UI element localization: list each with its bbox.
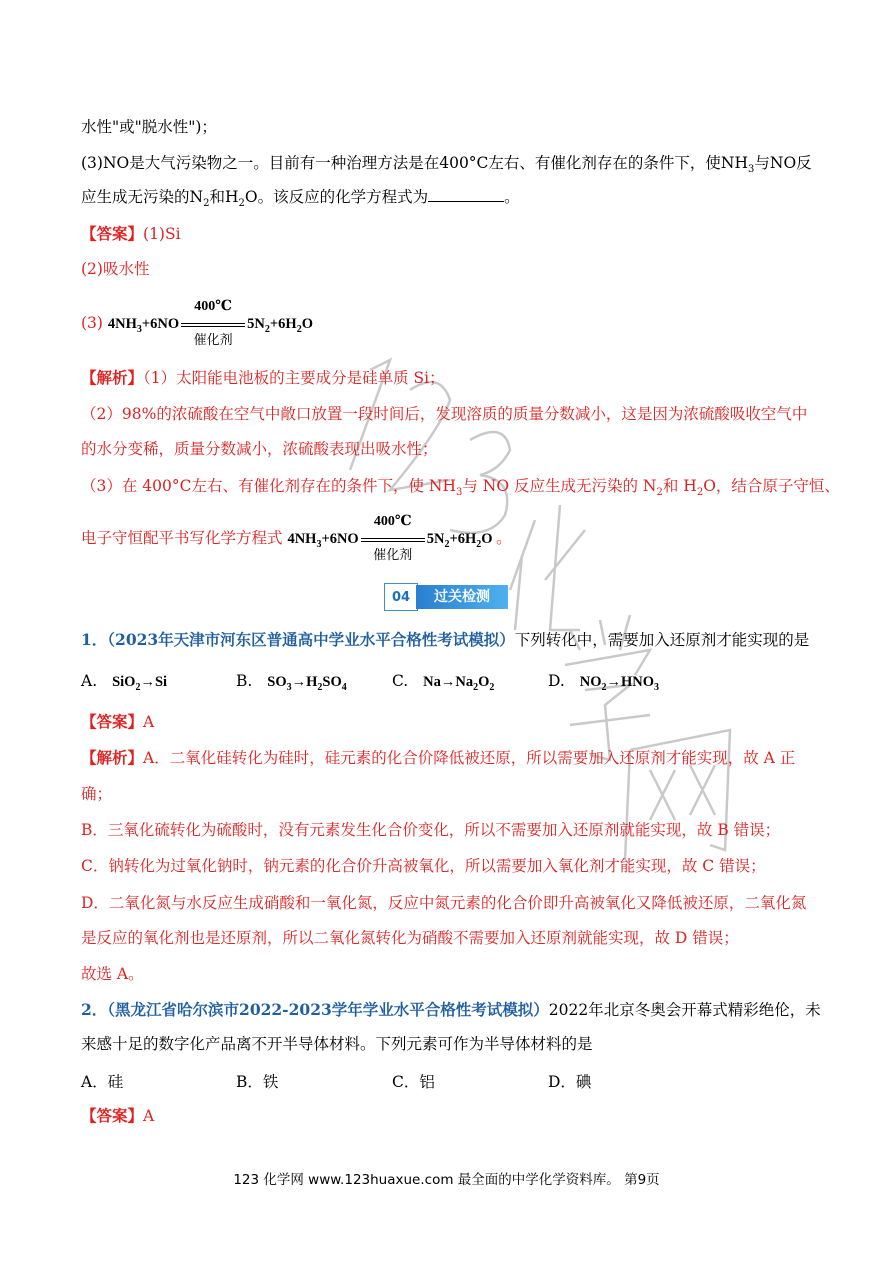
question-number: 2．: [81, 1000, 108, 1019]
subscript: 2: [317, 682, 323, 693]
analysis-text: （1）太阳能电池板的主要成分是硅单质 Si；: [143, 369, 445, 387]
condition-catalyst: 催化剂: [193, 332, 233, 348]
analysis-text: D．二氧化氮与水反应生成硝酸和一氧化氮，反应中氮元素的化合价即升高被氧化又降低被还原，二氧化氮: [81, 894, 807, 912]
option-formula: [579, 674, 660, 693]
eq-part: O: [481, 531, 493, 547]
chemical-equation: [107, 298, 313, 348]
question-1-analysis-2: [81, 820, 833, 840]
subscript: 3: [316, 539, 322, 550]
eq-part: 4NH: [107, 316, 137, 332]
answer-tag: 【答案】: [81, 712, 144, 731]
question-source: （黑龙江省哈尔滨市2022-2023学年学业水平合格性考试模拟）: [107, 1000, 549, 1019]
subscript: 2: [444, 539, 450, 550]
subscript: 2: [203, 198, 210, 209]
formula-part: SiO: [112, 674, 136, 690]
analysis-tag: 【解析】: [81, 748, 144, 767]
eq-part: 4NH: [287, 531, 317, 547]
text-segment: 与 NO 反应生成无污染的 N: [462, 477, 657, 495]
q-continuation: [81, 117, 833, 137]
condition-temperature: 400℃: [373, 513, 412, 529]
text-segment: 和H: [209, 188, 239, 206]
subscript: 2: [296, 324, 302, 335]
formula-part: →H: [291, 674, 318, 690]
option-label: C.: [392, 672, 409, 690]
text-line: 水性"或"脱水性")；: [81, 118, 217, 136]
option-d: [548, 672, 659, 691]
answer-blank: [428, 187, 504, 202]
q2-option-a: A．硅: [81, 1073, 124, 1091]
analysis-text: 的水分变稀，质量分数减小，浓硫酸表现出吸水性；: [81, 440, 438, 458]
text-segment: 。: [504, 188, 520, 206]
formula-part: SO: [267, 674, 287, 690]
answer-tag: 【答案】: [81, 1106, 144, 1125]
answer-text: A: [143, 1107, 155, 1125]
text-segment: 应生成无污染的N: [81, 188, 204, 206]
section-title: 过关检测: [416, 585, 508, 609]
analysis-text: A．二氧化硅转化为硅时，硅元素的化合价降低被还原，所以需要加入还原剂才能实现，故 A 正: [143, 749, 796, 767]
option-a: [81, 672, 167, 691]
eq-part: +6H: [269, 316, 297, 332]
subscript: 2: [656, 487, 663, 498]
option-label: B.: [236, 672, 253, 690]
text-segment: （3）在 400°C左右、有催化剂存在的条件下，使 NH: [81, 477, 456, 495]
answer-line2: [81, 259, 833, 279]
question-text: 来感十足的数字化产品离不开半导体材料。下列元素可作为半导体材料的是: [81, 1035, 593, 1053]
answer-text: (2)吸水性: [81, 260, 150, 278]
formula-part: →HNO: [606, 674, 655, 690]
reaction-condition: [361, 513, 425, 563]
question-2-stem: [81, 1000, 833, 1020]
question-2-stem-2: [81, 1034, 833, 1054]
chemical-equation: [287, 513, 496, 563]
analysis-line4: [81, 476, 840, 499]
question-1-analysis-4: [81, 893, 833, 913]
text-segment: O。该反应的化学方程式为: [244, 188, 429, 206]
subscript: 2: [238, 198, 245, 209]
analysis-text: 是反应的氧化剂也是还原剂，所以二氧化氮转化为硝酸不需要加入还原剂就能实现，故 D 错误；: [81, 929, 739, 947]
text-segment: (3)NO是大气污染物之一。目前有一种治理方法是在400°C左右、有催化剂存在的条件下，使NH: [81, 154, 749, 172]
subscript: 2: [476, 539, 482, 550]
option-formula: [267, 674, 347, 693]
condition-catalyst: 催化剂: [373, 547, 413, 563]
analysis-text: （2）98%的浓硫酸在空气中敞口放置一段时间后，发现溶质的质量分数减小，这是因为浓硫酸吸收空气中: [81, 405, 808, 423]
subscript: 3: [136, 324, 142, 335]
eq-part: 5N: [426, 531, 445, 547]
analysis-line1: [81, 368, 833, 388]
q2-option-c: C．铝: [392, 1073, 435, 1091]
question-text: 2022年北京冬奥会开幕式精彩绝伦，未: [548, 1001, 821, 1019]
analysis-text: C．钠转化为过氧化钠时，钠元素的化合价升高被氧化，所以需要加入氧化剂才能实现，故 C 错误；: [81, 857, 766, 875]
section-header: [384, 583, 508, 611]
analysis-text: 故选 A。: [81, 965, 144, 983]
eq-part: 5N: [247, 316, 265, 332]
formula-part: O: [478, 674, 490, 690]
q-part3-line2: [81, 187, 833, 210]
option-formula: [423, 674, 495, 693]
analysis-line2: [81, 404, 833, 424]
subscript: 3: [286, 682, 292, 693]
analysis-text: 确；: [81, 785, 113, 803]
subscript: 3: [748, 164, 755, 175]
answer-tag: 【答案】: [81, 224, 144, 243]
reaction-condition: [181, 298, 245, 348]
text-segment: O，结合原子守恒、: [703, 477, 840, 495]
subscript: 2: [696, 487, 704, 498]
analysis-tag: 【解析】: [81, 368, 144, 387]
q-part3-line1: [81, 153, 833, 176]
formula-part: NO: [579, 674, 602, 690]
section-number: 04: [384, 583, 418, 611]
subscript: 4: [341, 682, 347, 693]
eq-part: +6NO: [321, 531, 359, 547]
q2-option-d: D．碘: [548, 1073, 592, 1091]
analysis-line5: [81, 513, 833, 563]
answer-text: (1)Si: [143, 225, 181, 243]
question-source: （2023年天津市河东区普通高中学业水平合格性考试模拟）: [107, 630, 515, 649]
formula-part: SO: [322, 674, 342, 690]
question-text: 下列转化中，需要加入还原剂才能实现的是: [514, 631, 810, 649]
answer-equation: [81, 298, 833, 348]
subscript: 3: [654, 682, 660, 693]
option-label: D.: [548, 672, 565, 690]
eq-part: +6NO: [141, 316, 180, 332]
subscript: 2: [473, 682, 479, 693]
question-1-analysis-4b: [81, 928, 833, 948]
question-1-analysis-1b: [81, 784, 833, 804]
analysis-line3: [81, 439, 833, 459]
question-1-analysis-5: [81, 964, 833, 984]
option-label: A.: [81, 672, 98, 690]
q2-option-b: B．铁: [236, 1073, 279, 1091]
formula-part: Na→Na: [423, 674, 474, 690]
option-formula: [112, 674, 168, 693]
subscript: 2: [489, 682, 495, 693]
text-segment: 和 H: [662, 477, 697, 495]
subscript: 3: [456, 487, 463, 498]
eq-part: O: [301, 316, 313, 332]
subscript: 2: [601, 682, 607, 693]
condition-temperature: 400℃: [194, 298, 233, 314]
answer-text: (3): [81, 314, 103, 332]
question-number: 1．: [81, 630, 108, 649]
text-segment: 与NO反: [754, 154, 812, 172]
question-1-analysis-3: [81, 856, 833, 876]
analysis-text: B．三氧化硫转化为硫酸时，没有元素发生化合价变化，所以不需要加入还原剂就能实现，故 B 错误；: [81, 821, 781, 839]
question-1-answer: [81, 712, 833, 732]
option-b: [236, 672, 347, 691]
eq-part: +6H: [449, 531, 477, 547]
answer-line1: [81, 224, 833, 244]
question-1-stem: [81, 630, 833, 650]
formula-part: →Si: [140, 674, 168, 690]
question-1-analysis-1: [81, 748, 833, 768]
analysis-text: 电子守恒配平书写化学方程式: [81, 529, 283, 547]
subscript: 2: [264, 324, 270, 335]
question-2-answer: [81, 1106, 833, 1126]
subscript: 2: [135, 682, 141, 693]
text-segment: 。: [496, 529, 512, 547]
page-footer: 123 化学网 www.123huaxue.com 最全面的中学化学资料库。 第9页: [233, 1172, 660, 1188]
option-c: [392, 672, 494, 691]
answer-text: A: [143, 713, 155, 731]
